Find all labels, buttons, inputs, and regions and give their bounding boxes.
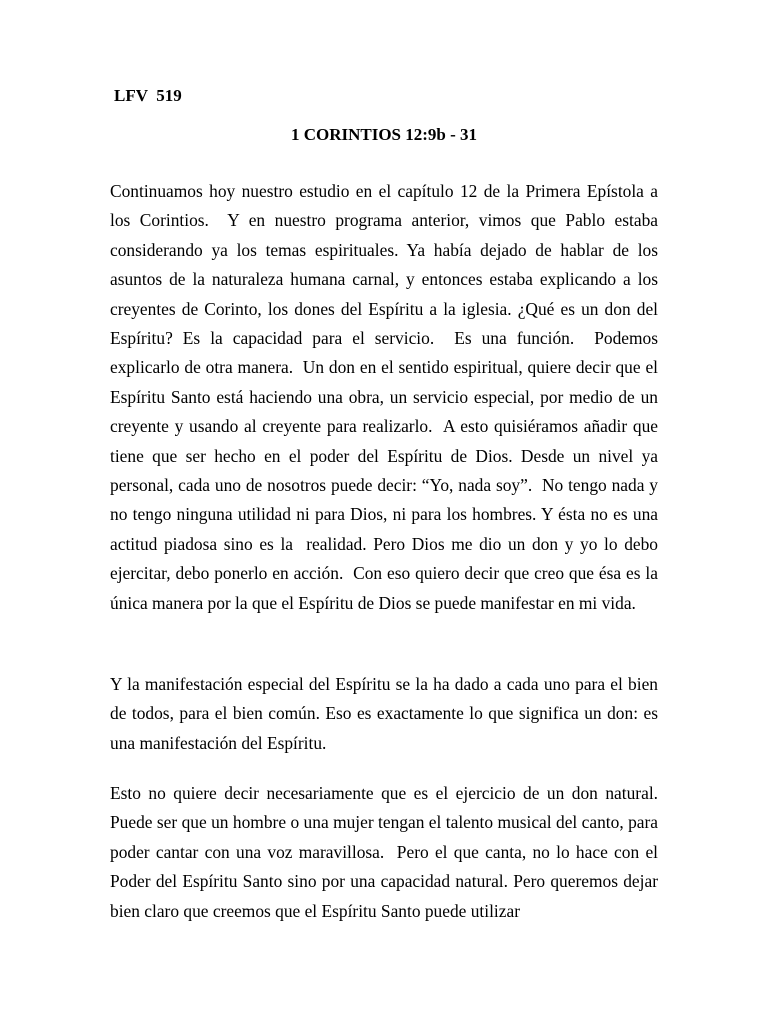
- paragraph: Esto no quiere decir necesariamente que es el ejercicio de un don natural. Puede ser que un hombre o una mujer tengan el talento musical del canto, para poder cantar con una voz maravillosa. Pero el que canta, no lo hace con el Poder del Espíritu Santo sino por una capacidad natural. Pero queremos dejar bien claro que creemos que el Espíritu Santo puede utilizar: [110, 783, 663, 921]
- paragraph: Continuamos hoy nuestro estudio en el capítulo 12 de la Primera Epístola a los Corintios. Y en nuestro programa anterior, vimos que Pablo estaba considerando ya los temas espirituales. Ya había dejado de hablar de los asuntos de la naturaleza humana carnal, y entonces estaba explicando a los creyentes de Corinto, los dones del Espíritu a la iglesia. ¿Qué es un don del Espíritu? Es la capacidad para el servicio. Es una función. Podemos explicarlo de otra manera. Un don en el sentido espiritual, quiere decir que el Espíritu Santo está haciendo una obra, un servicio especial, por medio de un creyente y usando al creyente para realizarlo. A esto quisiéramos añadir que tiene que ser hecho en el poder del Espíritu de Dios. Desde un nivel ya personal, cada uno de nosotros puede decir: “Yo, nada soy”. No tengo nada y no tengo ninguna utilidad ni para Dios, ni para los hombres. Y ésta no es una actitud piadosa sino es la realidad. Pero Dios me dio un don y yo lo debo ejercitar, debo ponerlo en acción. Con eso quiero decir que creo que ésa es la única manera por la que el Espíritu de Dios se puede manifestar en mi vida.: [110, 181, 663, 613]
- document-code: LFV 519: [114, 86, 182, 105]
- document-title-text: 1 CORINTIOS 12:9b - 31: [290, 125, 478, 144]
- document-title: [0, 125, 768, 145]
- paragraph: Y la manifestación especial del Espíritu se la ha dado a cada uno para el bien de todos, para el bien común. Eso es exactamente lo que significa un don: es una manifestación del Espíritu.: [110, 674, 663, 753]
